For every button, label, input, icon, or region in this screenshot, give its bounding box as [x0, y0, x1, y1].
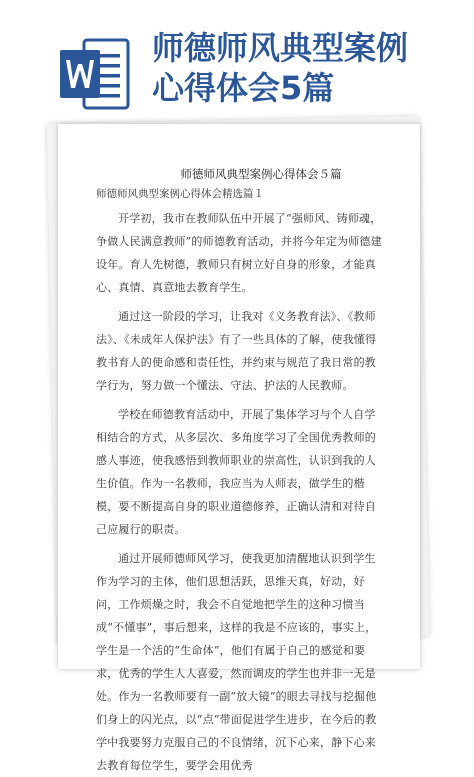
paragraph-3: 学校在师德教育活动中，开展了集体学习与个人自学相结合的方式，从多层次、多角度学习了全国优秀教师的感人事迹，使我感悟到教师职业的崇高性，认识到我的人生价值。作为一名教师，我应当为人师表，做学生的楷模，要不断提高自身的职业道德修养，正确认清和对待自己应履行的职责。: [96, 408, 376, 536]
paragraph-2: 通过这一阶段的学习，让我对《义务教育法》、《教师法》、《未成年人保护法》有了一些具体的了解，使我懂得教书育人的使命感和责任性，并约束与规范了我日常的教学行为，努力做一个懂法、守法、护法的人民教师。: [96, 310, 377, 392]
document-title-line-2: 心得体会5篇: [152, 69, 335, 107]
document-title: [152, 28, 462, 108]
page-heading: 师德师风典型案例心得体会５篇: [180, 167, 342, 181]
document-page: [58, 124, 420, 772]
page-content: [96, 166, 386, 777]
section-subheading: 师德师风典型案例心得体会精选篇１: [96, 188, 264, 200]
paragraph-1: 开学初，我市在教师队伍中开展了“强师风、铸师魂，争做人民满意教师”的师德教育活动，并将今年定为师德建设年。育人先树德，教师只有树立好自身的形象，才能真心、真情、真意地去教育学生。: [96, 212, 382, 294]
title-banner: [0, 0, 474, 130]
paragraph-4: 通过开展师德师风学习，使我更加清醒地认识到学生作为学习的主体，他们思想活跃，思维天真，好动，好问，工作烦燥之时，我会不自觉地把学生的这种习惯当成“不懂事”，事后想来，这样的我是不应该的，事实上，学生是一个活的“生命体”，他们有属于自己的感觉和要求，优秀的学生人人喜爱，然而调皮的学生也并非一无是处。作为一名教师要有一副“放大镜”的眼去寻找与挖掘他们身上的闪光点，以“点”带面促进学生进步，在今后的教学中我要努力克服自己的不良情绪，沉下心来，静下心来去教育每位学生，要学会用优秀: [96, 552, 377, 772]
document-title-line-1: 师德师风典型案例: [152, 29, 409, 67]
word-document-icon: [60, 38, 130, 110]
